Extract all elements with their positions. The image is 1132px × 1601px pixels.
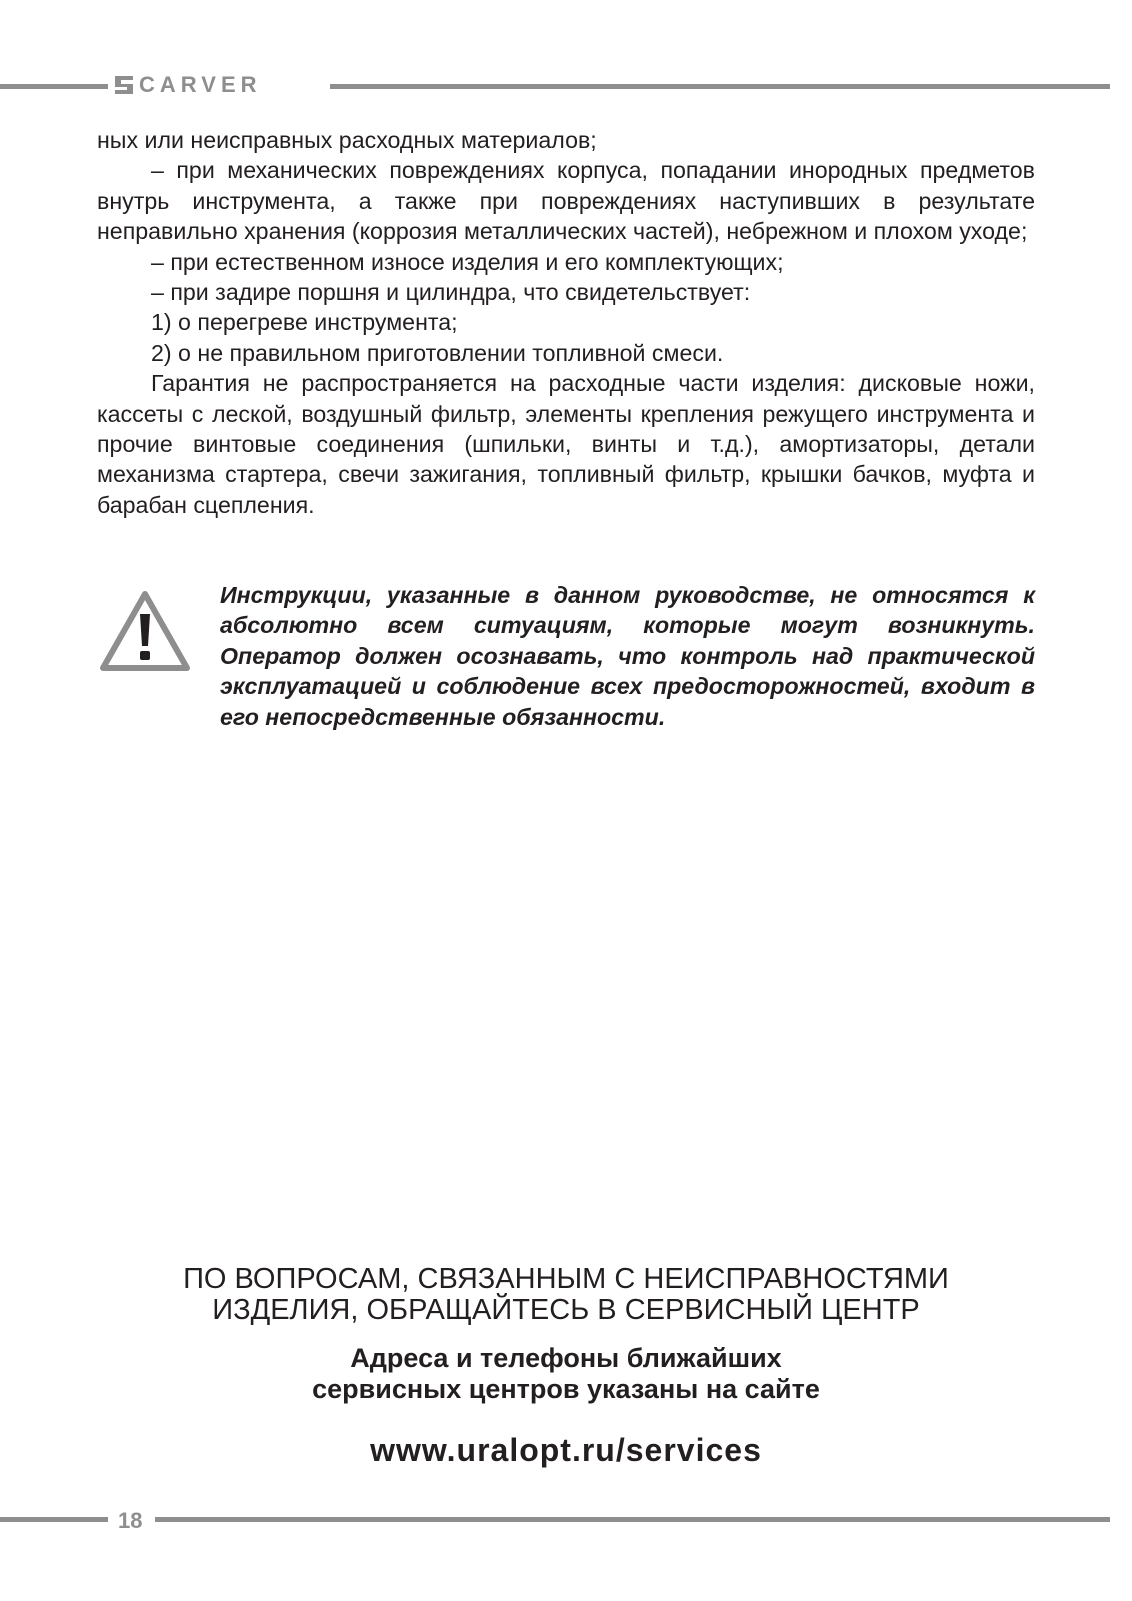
paragraph: Гарантия не распространяется на расходные части изделия: дисковые ножи, кассеты с леской, воздушный фильтр, элементы крепления режущего инструмента и прочие винтовые соединения (шпильки, винты и т.д.), амортизаторы, детали механизма стартера, свечи зажигания, топливный фильтр, крышки бачков, муфта и барабан сцепления. [97,370,1035,518]
paragraph: ных или неисправных расходных материалов; [97,127,597,153]
service-subheading [97,1343,1035,1405]
body-text [97,125,1035,520]
service-heading-line: ПО ВОПРОСАМ, СВЯЗАННЫМ С НЕИСПРАВНОСТЯМИ [183,1263,949,1295]
service-subheading-line: сервисных центров указаны на сайте [312,1374,820,1404]
carver-logo-mark-icon [115,76,133,94]
page-number: 18 [118,1508,143,1533]
service-url-link[interactable]: www.uralopt.ru/services [370,1432,762,1468]
service-heading [97,1264,1035,1326]
footer-rule-right [155,1517,1110,1522]
header-rule-left [0,84,108,89]
service-subheading-line: Адреса и телефоны ближайших [350,1343,782,1373]
paragraph: 1) о перегреве инструмента; [151,309,458,336]
service-heading-line: ИЗДЕЛИЯ, ОБРАЩАЙТЕСЬ В СЕРВИСНЫЙ ЦЕНТР [212,1294,920,1326]
warning-triangle-icon [97,588,193,674]
paragraph: – при естественном износе изделия и его комплектующих; [151,248,784,275]
paragraph: – при задире поршня и цилиндра, что свидетельствует: [151,279,751,306]
paragraph: – при механических повреждениях корпуса, попадании инородных предметов внутрь инструмента, а также при повреждениях наступивших в результате неправильно хранения (коррозия металлических частей), небрежном и плохом уходе; [97,157,1035,245]
footer-rule-left [0,1517,108,1522]
brand-name: CARVER [139,72,262,97]
paragraph: 2) о не правильном приготовлении топливной смеси. [151,339,724,366]
brand-logo [115,73,262,97]
header-rule-right [330,84,1110,89]
warning-text: Инструкции, указанные в данном руководстве, не относятся к абсолютно всем ситуациям, которые могут возникнуть. Оператор должен осознавать, что контроль над практической эксплуатацией и соблюдение всех предосторожностей, входит в его непосредственные обязанности. [220,582,1035,730]
